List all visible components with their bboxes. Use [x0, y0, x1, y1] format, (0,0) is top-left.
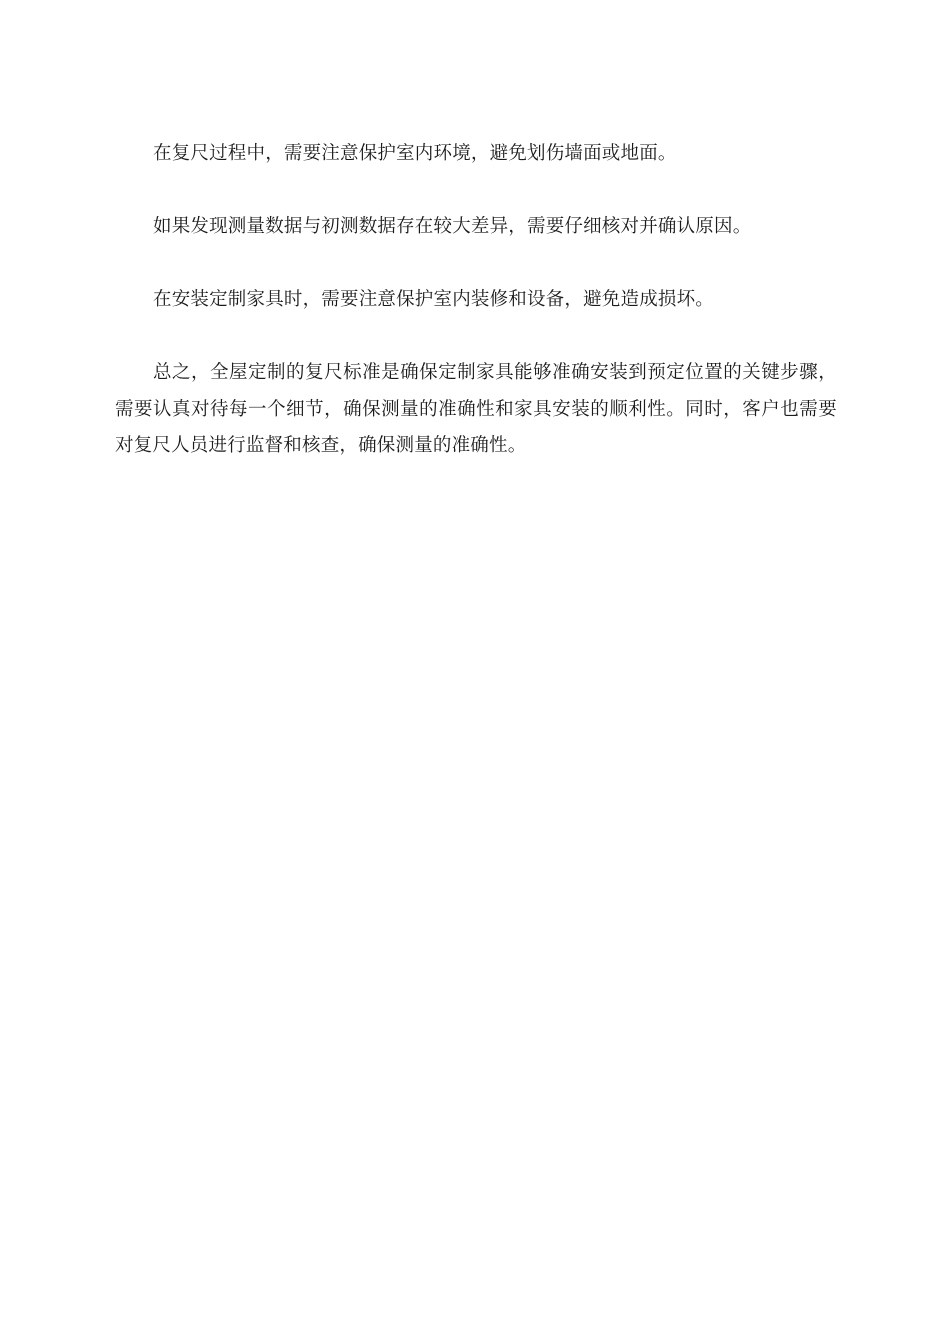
paragraph-3: 在安装定制家具时，需要注意保护室内装修和设备，避免造成损坏。: [153, 289, 715, 310]
paragraph-2: 如果发现测量数据与初测数据存在较大差异，需要仔细核对并确认原因。: [153, 216, 752, 237]
paragraph-1: 在复尺过程中，需要注意保护室内环境，避免划伤墙面或地面。: [153, 143, 677, 164]
paragraph-4: 总之，全屋定制的复尺标准是确保定制家具能够准确安装到预定位置的关键步骤，需要认真对待每一个细节，确保测量的准确性和家具安装的顺利性。同时，客户也需要对复尺人员进行监督和核查，确保测量的准确性。: [115, 362, 837, 456]
document-body: [115, 136, 837, 502]
